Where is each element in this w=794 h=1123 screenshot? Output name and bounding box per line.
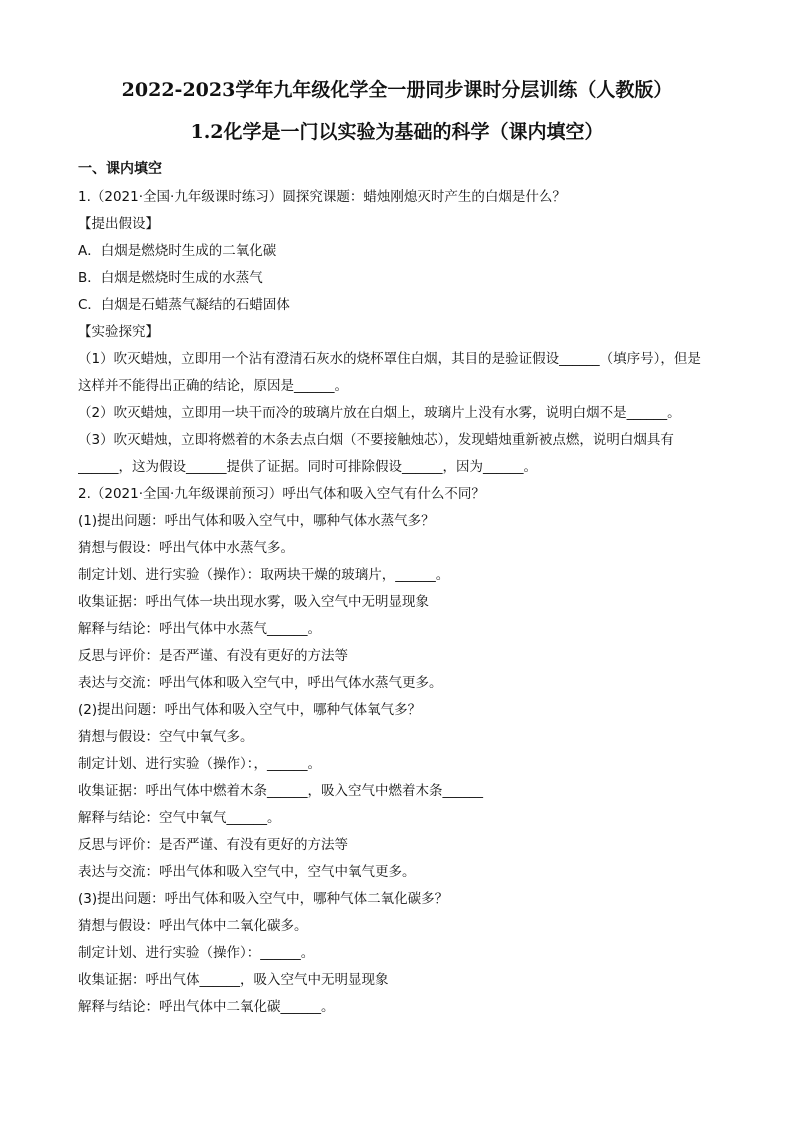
document-subtitle: 1.2化学是一门以实验为基础的科学（课内填空） — [190, 121, 604, 143]
hypothesis-c: C．白烟是石蜡蒸气凝结的石蜡固体 — [78, 297, 290, 313]
question-body — [78, 184, 723, 1021]
part-1-hypothesis: 猜想与假设：呼出气体中水蒸气多。 — [78, 540, 294, 556]
question-1-stem: 1.（2021·全国·九年级课时练习）圆探究课题：蜡烛刚熄灭时产生的白烟是什么？ — [78, 189, 566, 205]
part-1-evidence: 收集证据：呼出气体一块出现水雾，吸入空气中无明显现象 — [78, 594, 429, 610]
part-2-evidence: 收集证据：呼出气体中燃着木条______，吸入空气中燃着木条______ — [78, 783, 483, 799]
experiment-3-line-2: ______，这为假设______提供了证据。同时可排除假设______，因为______。 — [78, 459, 537, 475]
part-3-plan: 制定计划、进行实验（操作）：______。 — [78, 945, 315, 961]
part-2-hypothesis: 猜想与假设：空气中氧气多。 — [78, 729, 254, 745]
part-2-plan: 制定计划、进行实验（操作）：，______。 — [78, 756, 321, 772]
experiment-1-line-2: 这样并不能得出正确的结论，原因是______。 — [78, 378, 348, 394]
part-2-conclusion: 解释与结论：空气中氧气______。 — [78, 810, 281, 826]
part-1-communication: 表达与交流：呼出气体和吸入空气中，呼出气体水蒸气更多。 — [78, 675, 443, 691]
question-2-stem: 2.（2021·全国·九年级课前预习）呼出气体和吸入空气有什么不同？ — [78, 486, 485, 502]
section-heading: 一、课内填空 — [78, 161, 162, 177]
part-1-reflection: 反思与评价：是否严谨、有没有更好的方法等 — [78, 648, 348, 664]
experiment-3-line-1: （3）吹灭蜡烛，立即将燃着的木条去点白烟（不要接触烛芯），发现蜡烛重新被点燃，说明白烟具有 — [78, 432, 674, 448]
part-2-reflection: 反思与评价：是否严谨、有没有更好的方法等 — [78, 837, 348, 853]
part-1-conclusion: 解释与结论：呼出气体中水蒸气______。 — [78, 621, 321, 637]
part-3-conclusion: 解释与结论：呼出气体中二氧化碳______。 — [78, 999, 335, 1015]
document-title: 2022-2023学年九年级化学全一册同步课时分层训练（人教版） — [121, 79, 673, 101]
heading-hypothesis: 【提出假设】 — [78, 216, 159, 232]
part-3-evidence: 收集证据：呼出气体______，吸入空气中无明显现象 — [78, 972, 389, 988]
hypothesis-a: A．白烟是燃烧时生成的二氧化碳 — [78, 243, 277, 259]
hypothesis-b: B．白烟是燃烧时生成的水蒸气 — [78, 270, 263, 286]
part-1-question: (1)提出问题：呼出气体和吸入空气中，哪种气体水蒸气多？ — [78, 513, 435, 529]
part-2-communication: 表达与交流：呼出气体和吸入空气中，空气中氧气更多。 — [78, 864, 416, 880]
part-3-question: (3)提出问题：呼出气体和吸入空气中，哪种气体二氧化碳多？ — [78, 891, 449, 907]
part-1-plan: 制定计划、进行实验（操作）：取两块干燥的玻璃片，______。 — [78, 567, 450, 583]
part-2-question: (2)提出问题：呼出气体和吸入空气中，哪种气体氧气多？ — [78, 702, 422, 718]
experiment-1-line-1: （1）吹灭蜡烛，立即用一个沾有澄清石灰水的烧杯罩住白烟，其目的是验证假设______（填序号），但是 — [78, 351, 701, 367]
part-3-hypothesis: 猜想与假设：呼出气体中二氧化碳多。 — [78, 918, 308, 934]
experiment-2: （2）吹灭蜡烛，立即用一块干而冷的玻璃片放在白烟上，玻璃片上没有水雾，说明白烟不是______。 — [78, 405, 681, 421]
heading-experiment: 【实验探究】 — [78, 324, 159, 340]
